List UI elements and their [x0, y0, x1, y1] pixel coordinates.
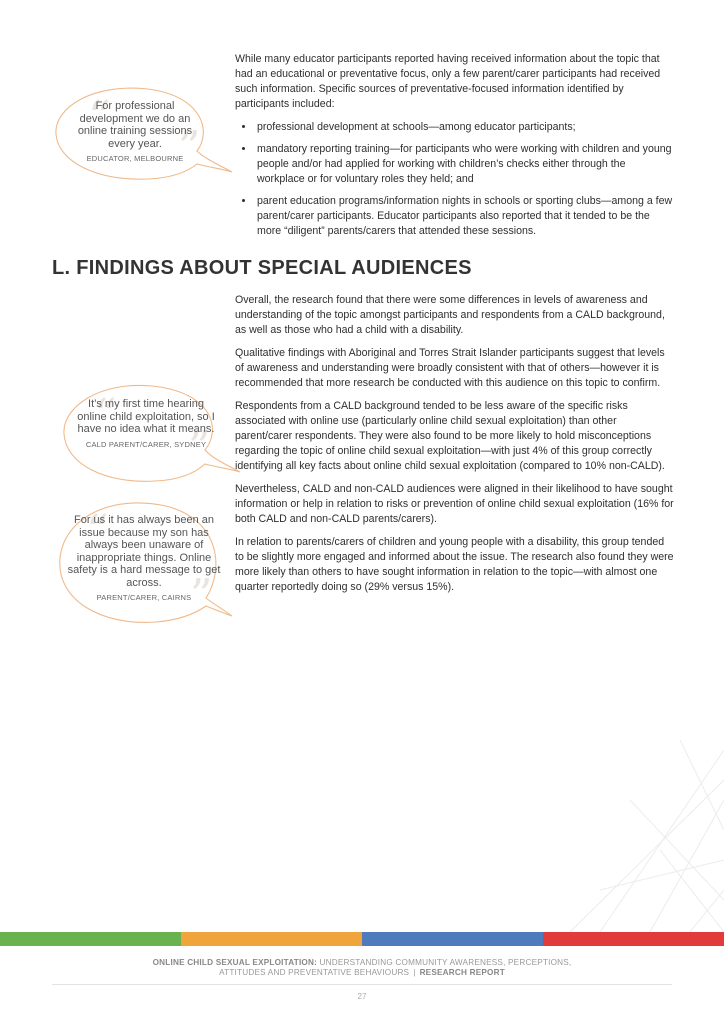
footer-title-rest: UNDERSTANDING COMMUNITY AWARENESS, PERCEPTIONS,: [317, 958, 572, 967]
section-heading: L. FINDINGS ABOUT SPECIAL AUDIENCES: [52, 257, 472, 279]
footer-separator: |: [413, 968, 416, 977]
quote-text: [72, 398, 220, 451]
quote-text: [66, 514, 222, 605]
quote-bubble: [52, 86, 232, 186]
open-quote-icon: “: [86, 506, 109, 557]
body-paragraph: Nevertheless, CALD and non-CALD audiences were aligned in their likelihood to have sought information or help in relation to risks or prevention of online child sexual exploitation (16% for both CALD and non-CALD parents/carers).: [235, 483, 674, 525]
body-paragraph: In relation to parents/carers of children and young people with a disability, this group tended to be slightly more engaged and informed about the issue. The research also found they were more likely than others to have sought information in relation to the topic—with almost one quarter reportedly doing so (29% versus 15%).: [235, 536, 674, 593]
stripe-green: [0, 932, 181, 946]
stripe-orange: [181, 932, 362, 946]
quote-attribution: EDUCATOR, MELBOURNE: [86, 154, 184, 163]
intro-block: [235, 52, 675, 247]
quote-attribution: PARENT/CARER, CAIRNS: [96, 593, 192, 602]
open-quote-icon: “: [94, 390, 117, 441]
footer-title: [0, 958, 724, 978]
close-quote-icon: ”: [190, 570, 213, 621]
open-quote-icon: “: [88, 92, 111, 143]
stripe-blue: [362, 932, 543, 946]
list-item: • parent education programs/information nights in schools or sporting clubs—among a few parent/carer participants. Educator participants also reported that it tended to be the more “diligent” parents/carers that attended these sessions.: [255, 194, 675, 239]
quote-attribution: CALD PARENT/CARER, SYDNEY: [85, 439, 207, 449]
quote-bubble: [60, 384, 240, 484]
quote-body: For us it has always been an issue because my son has always been unaware of inappropriate things. Online safety is a hard message to get across.: [67, 514, 221, 589]
quote-bubble: [56, 500, 236, 625]
section-body: [235, 293, 675, 603]
intro-paragraph: While many educator participants reported having received information about the topic that had an educational or preventative focus, only a few parent/carer participants had received such information. Specific sources of preventative-focused information identified by participants included:: [235, 53, 661, 110]
list-item: • professional development at schools—among educator participants;: [255, 120, 675, 135]
page-number: 27: [357, 992, 367, 1001]
decorative-line-pattern: [560, 740, 724, 932]
body-paragraph: Respondents from a CALD background tended to be less aware of the specific risks associated with online use (particularly online child sexual exploitation) than other parent/carer respondents. They were also found to be more likely to hold misconceptions regarding the topic of online child sexual exploitation—with just 4% of this group correctly identifying all key facts about online child sexual exploitation (compared to 10% non-CALD).: [235, 400, 665, 472]
body-paragraph: Overall, the research found that there were some differences in levels of awareness and understanding of the topic amongst participants and respondents from a CALD background, as well as those who had a child with a disability.: [235, 294, 665, 336]
stripe-red: [543, 932, 724, 946]
sources-list: [235, 120, 675, 239]
footer-line-1: [0, 958, 724, 968]
footer-divider: [52, 984, 672, 985]
quote-body: It’s my first time hearing online child exploitation, so I have no idea what it means.: [77, 398, 215, 435]
close-quote-icon: ”: [188, 422, 211, 473]
footer-report-label: RESEARCH REPORT: [419, 968, 505, 977]
body-paragraph: Qualitative findings with Aboriginal and Torres Strait Islander participants suggest that levels of awareness and understanding were broadly consistent with that of others—however it is recommended that more research be conducted with this audience on this topic to confirm.: [235, 347, 665, 389]
footer-title-bold: ONLINE CHILD SEXUAL EXPLOITATION:: [152, 958, 318, 967]
quote-body: For professional development we do an online training sessions every year.: [77, 100, 193, 150]
color-stripe-bar: [0, 932, 724, 946]
footer-subtitle: ATTITUDES AND PREVENTATIVE BEHAVIOURS: [219, 968, 410, 977]
close-quote-icon: ”: [178, 122, 201, 173]
footer-line-2: [0, 968, 724, 978]
quote-text: [76, 100, 194, 166]
list-item: • mandatory reporting training—for participants who were working with children and young people and/or had applied for working with children’s checks either through the workplace or for voluntary roles they held; and: [255, 142, 675, 187]
